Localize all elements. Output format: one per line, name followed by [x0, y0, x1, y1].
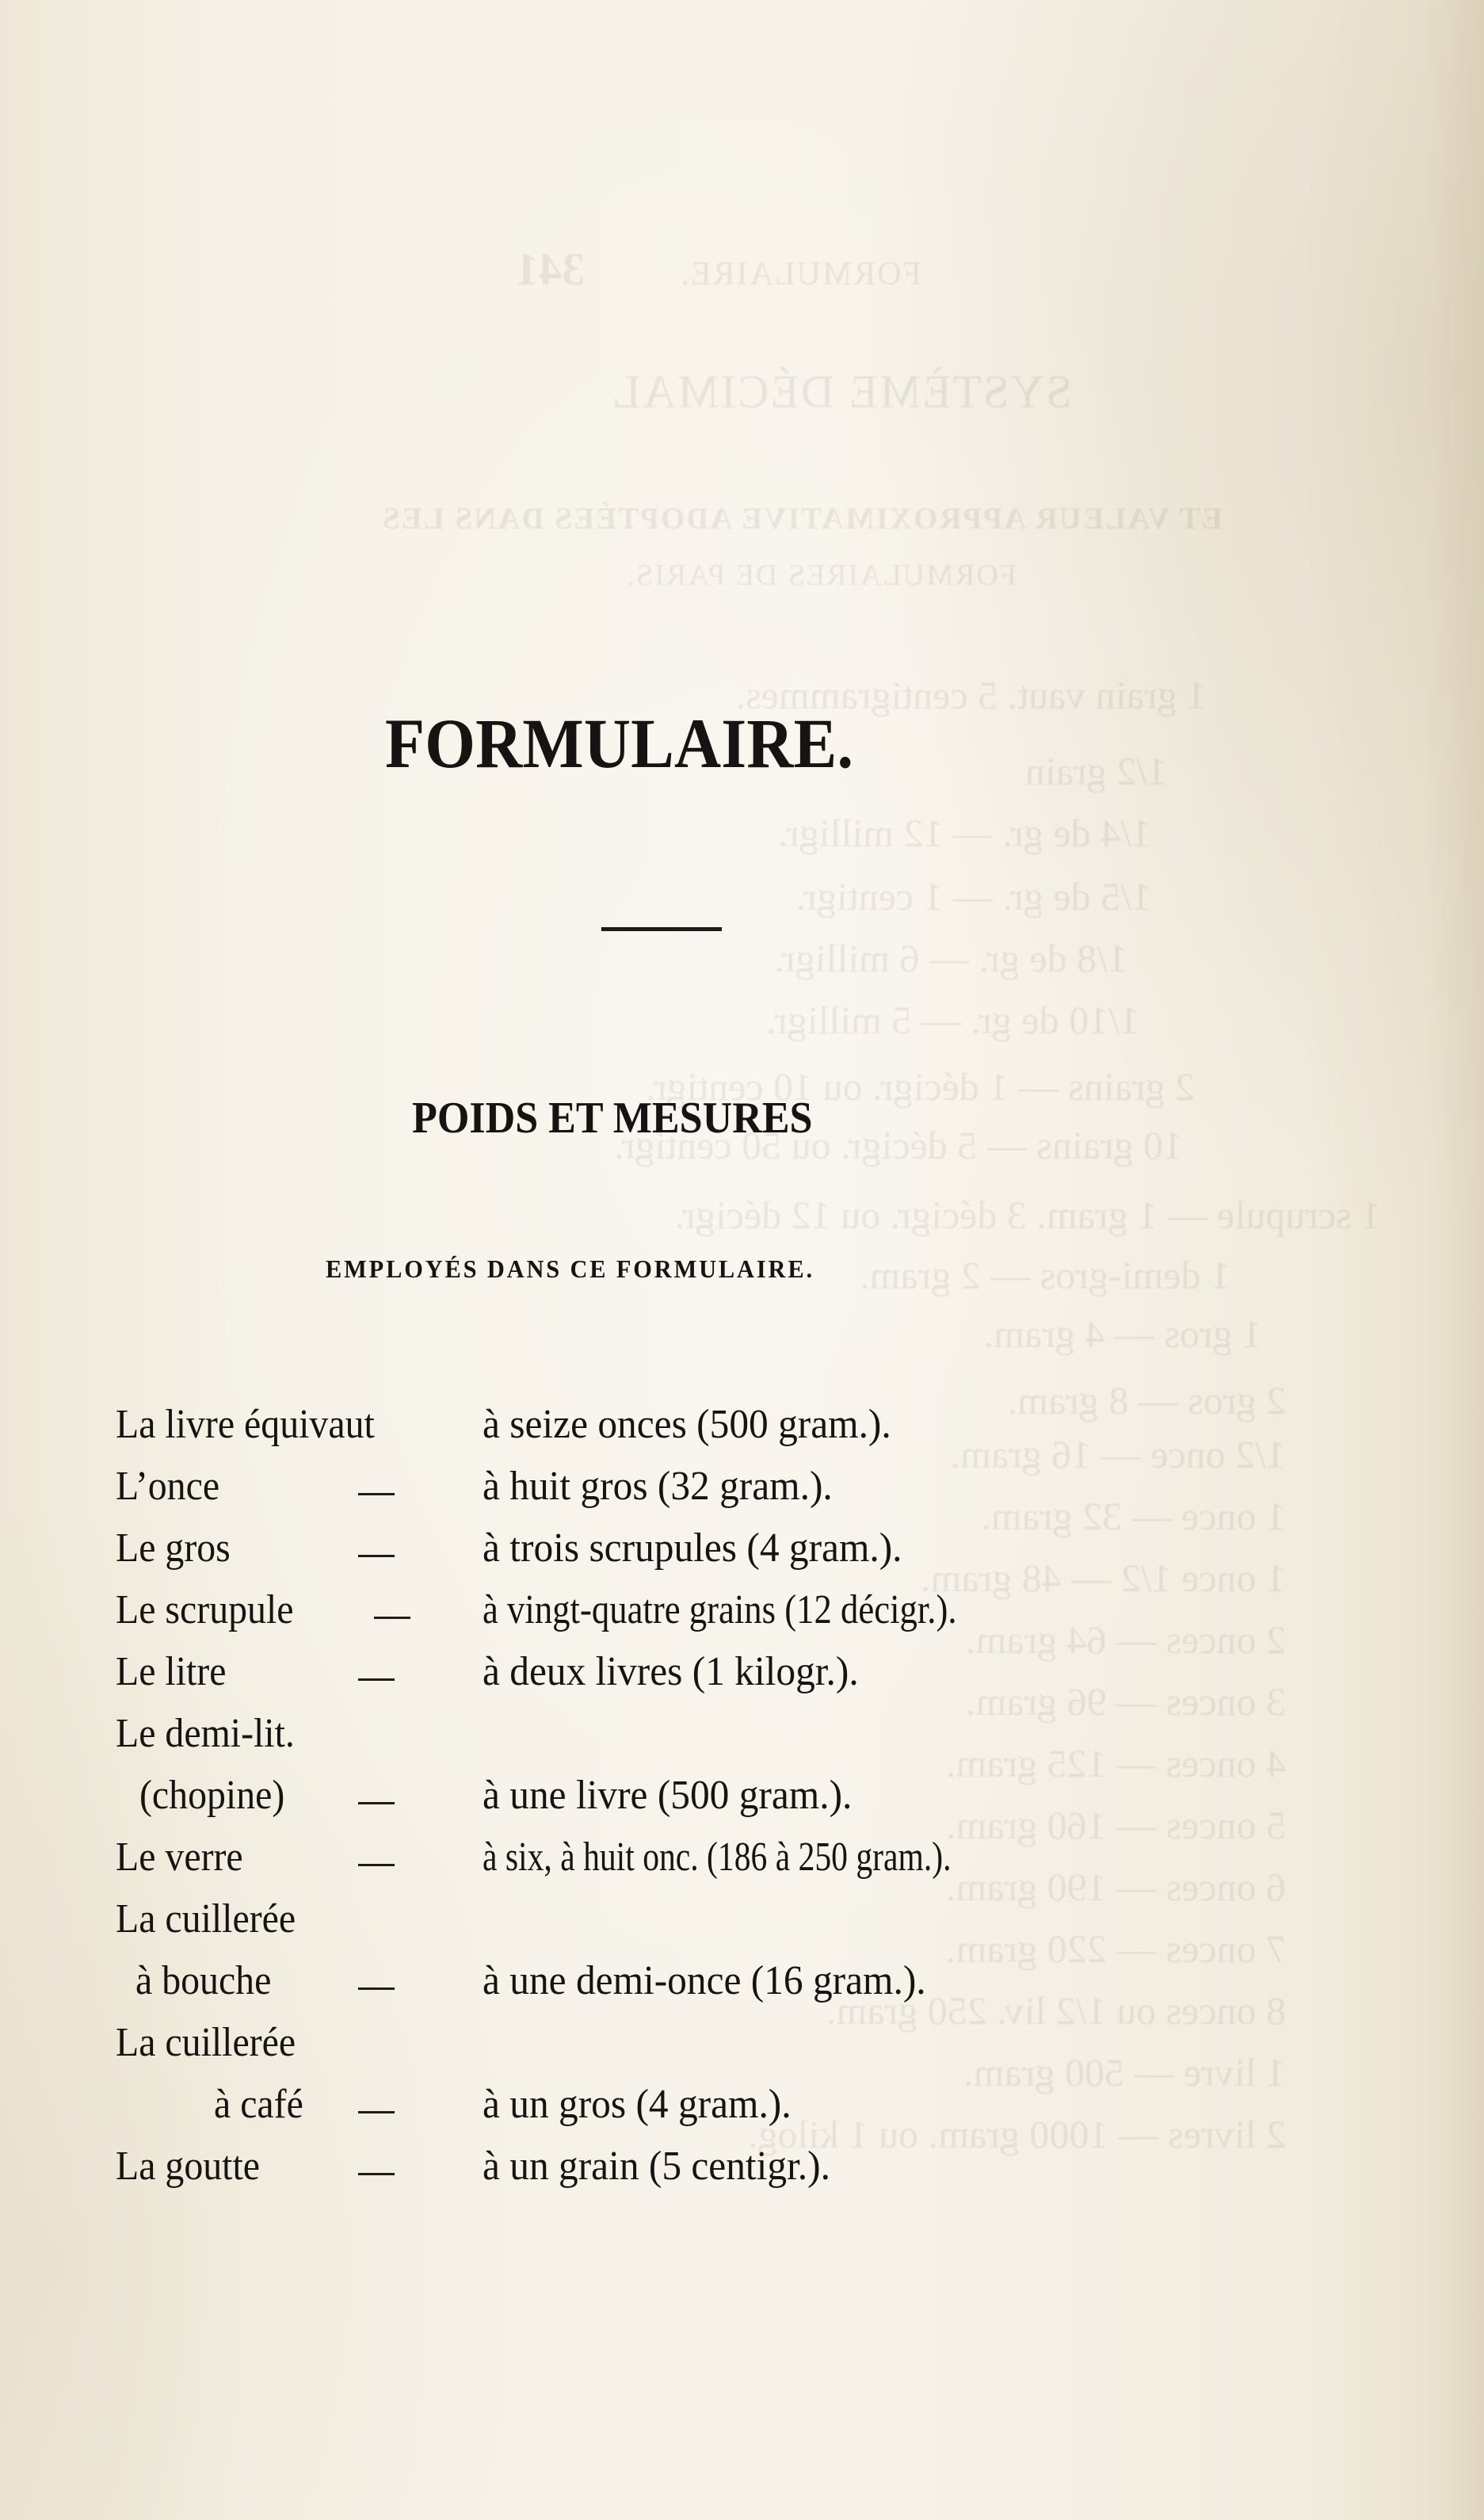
measure-value-once: à huit gros (32 gram.). — [483, 1464, 833, 1509]
dash-separator — [358, 1493, 395, 1495]
reverse-side-bleed-through: FORMULAIRE. 341 SYSTÈME DÉCIMAL ET VALEUR APPROXIMATIVE ADOPTÉES DANS LES FORMULAIRES DE PARIS. 1 grain vaut. 5 centigrammes. 1/2 grain 1/4 de gr. — 12 milligr. 1/5 de gr. — 1 centigr. 1/8 de gr. — 6 milligr. 1/10 de gr. — 5 milligr. 2 grains — 1 décigr. ou 10 centigr. 10 grains — 5 décigr. ou 50 centigr. 1 scrupule — 1 gram. 3 décigr. ou 12 décigr. 1 demi-gros — 2 gram. 1 gros — 4 gram. 2 gros — 8 gram. 1/2 once — 16 gram. 1 once — 32 gram. 1 once 1/2 — 48 gram. 2 onces — 64 gram. 3 onces — 96 gram. 4 onces — 125 gram. 5 onces — 160 gram. 6 onces — 190 gram. 7 onces — 220 gram. 8 onces ou 1/2 liv. 250 gram. 1 livre — 500 gram. 2 livres — 1000 gram. ou 1 kilog. — [381, 243, 1381, 2156]
measure-label-litre: Le litre — [116, 1649, 227, 1694]
dash-separator — [374, 1617, 410, 1619]
measure-value-demi-litre: à une livre (500 gram.). — [483, 1773, 853, 1818]
measure-value-verre: à six, à huit onc. (186 à 250 gram.). — [483, 1835, 952, 1880]
dash-separator — [358, 2173, 395, 2175]
measure-value-goutte: à un grain (5 centigr.). — [483, 2144, 830, 2189]
measure-label-a-cafe: à café — [214, 2082, 303, 2127]
measure-label-chopine: (chopine) — [139, 1773, 285, 1818]
dash-separator — [358, 1987, 395, 1990]
measure-value-gros: à trois scrupules (4 gram.). — [483, 1525, 902, 1571]
section-subtitle: EMPLOYÉS DANS CE FORMULAIRE. — [326, 1254, 814, 1283]
dash-separator — [358, 2111, 395, 2113]
dash-separator — [358, 1555, 395, 1557]
dash-separator — [358, 1864, 395, 1866]
measure-value-cuilleree-cafe: à un gros (4 gram.). — [483, 2082, 792, 2127]
measure-label-livre: La livre équivaut — [116, 1402, 375, 1447]
measure-label-gros: Le gros — [116, 1525, 231, 1571]
measure-label-scrupule: Le scrupule — [116, 1587, 294, 1632]
measure-value-cuilleree-bouche: à une demi-once (16 gram.). — [483, 1958, 926, 2003]
measure-label-goutte: La goutte — [116, 2144, 261, 2189]
measure-label-once: L’once — [116, 1464, 220, 1509]
measure-label-a-bouche: à bouche — [135, 1958, 272, 2003]
page-title: FORMULAIRE. — [385, 705, 854, 783]
measure-label-cuilleree-bouche: La cuillerée — [116, 1896, 296, 1942]
measure-label-cuilleree-cafe: La cuillerée — [116, 2020, 296, 2065]
measure-value-livre: à seize onces (500 gram.). — [483, 1402, 891, 1447]
measure-label-demi-litre: Le demi-lit. — [116, 1711, 295, 1756]
section-title: POIDS ET MESURES — [412, 1094, 813, 1143]
dash-separator — [358, 1678, 395, 1681]
dash-separator — [358, 1802, 395, 1804]
measure-value-litre: à deux livres (1 kilogr.). — [483, 1649, 859, 1694]
measure-label-verre: Le verre — [116, 1835, 243, 1880]
measure-value-scrupule: à vingt-quatre grains (12 décigr.). — [483, 1587, 957, 1632]
